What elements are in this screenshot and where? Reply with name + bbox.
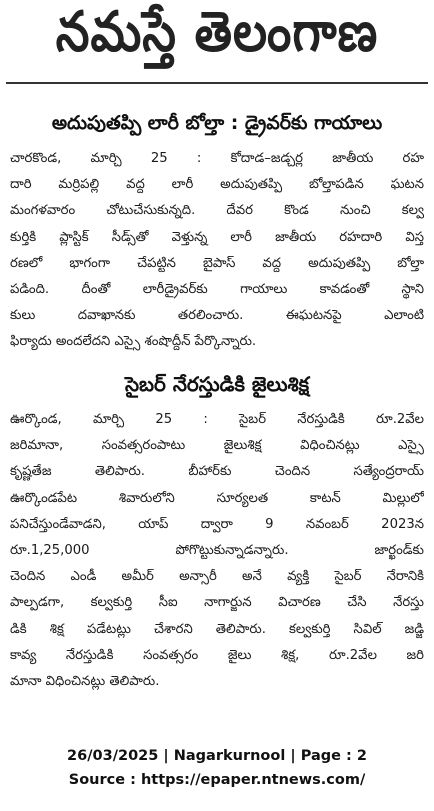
article2-body bbox=[10, 407, 424, 695]
a2-line: మానా విధించినట్లు తెలిపారు. bbox=[10, 674, 160, 690]
masthead-divider bbox=[6, 82, 428, 84]
a2-line: రూ.1,25,000 పోగొట్టుకున్నాడన్నారు. జార్ఖండ్‌కు bbox=[10, 543, 424, 559]
a2-line: డికి శిక్ష పడేటట్లు చేశారని తెలిపారు. కల్వకుర్తి సివిల్ జడ్జి bbox=[10, 621, 424, 637]
a2-line: ఊర్కొండపేట శివారులోని సూర్యలత కాటన్ మిల్లులో bbox=[10, 490, 424, 506]
a2-line: ఊర్కొండ, మార్చి 25 : సైబర్ నేరస్తుడికి రూ.2వేల bbox=[10, 412, 424, 427]
a2-line: కృష్ణతేజ తెలిపారు. బీహార్‌కు చెందిన సత్యేంద్రరాయ్ bbox=[10, 464, 424, 480]
a1-line: చారకొండ, మార్చి 25 : కోదాడ–జడ్చర్ల జాతీయ రహ bbox=[10, 151, 424, 166]
a2-line: కావ్య నేరస్తుడికి సంవత్సరం జైలు శిక్ష, రూ.2వేల జరి bbox=[10, 647, 424, 663]
a2-line: చెందిన ఎండీ అమీర్ అన్సారీ అనే వ్యక్తి సైబర్ నేరానికి bbox=[10, 569, 424, 585]
a1-line: ఫిర్యాదు అందలేదని ఎస్సై శంషొద్దీన్ పేర్కొన్నారు. bbox=[10, 334, 257, 350]
footer-source: Source : https://epaper.ntnews.com/ bbox=[68, 772, 366, 788]
a1-line: దారి మర్రిపల్లి వద్ద లారీ అదుపుతప్పి బోల్తాపడిన ఘటన bbox=[10, 177, 424, 193]
a1-line: కులు దవాఖానకు తరలించారు. ఈఘటనపై ఎలాంటి bbox=[10, 308, 424, 324]
a1-line: కుర్తికి ప్లాస్టిక్ సీడ్స్‌తో వెళ్తున్న లారీ జాతీయ రహదారి విస్త bbox=[10, 229, 424, 245]
a1-line: పడింది. దీంతో లారీడ్రైవర్‌కు గాయాలు కావడంతో స్థాని bbox=[10, 282, 424, 298]
article1-headline: అదుపుతప్పి లారీ బోల్తా : డ్రైవర్‌కు గాయాలు bbox=[51, 112, 383, 134]
a1-line: రణలో భాగంగా చేపట్టిన బైపాస్ వద్ద అదుపుతప్పి బోల్తా bbox=[10, 255, 424, 271]
a1-line: మంగళవారం చోటుచేసుకున్నది. దేవర కొండ నుంచి కల్వ bbox=[10, 203, 424, 219]
article1-body bbox=[10, 146, 424, 356]
newspaper-masthead bbox=[0, 0, 434, 78]
footer-dateline: 26/03/2025 | Nagarkurnool | Page : 2 bbox=[67, 748, 367, 764]
a2-line: పనిచేస్తుండేవాడని, యాప్ ద్వారా 9 నవంబర్ 2023న bbox=[10, 516, 424, 532]
a2-line: జరిమానా, సంవత్సరంపాటు జైలుశిక్ష విధించినట్లు ఎస్సై bbox=[10, 438, 424, 454]
article2-headline: సైబర్ నేరస్తుడికి జైలుశిక్ష bbox=[124, 372, 310, 396]
masthead-title: నమస్తే తెలంగాణ bbox=[55, 0, 379, 65]
a2-line: పాల్పడగా, కల్వకుర్తి సీఐ నాగార్జున విచారణ చేసి నేరస్తు bbox=[10, 595, 424, 611]
